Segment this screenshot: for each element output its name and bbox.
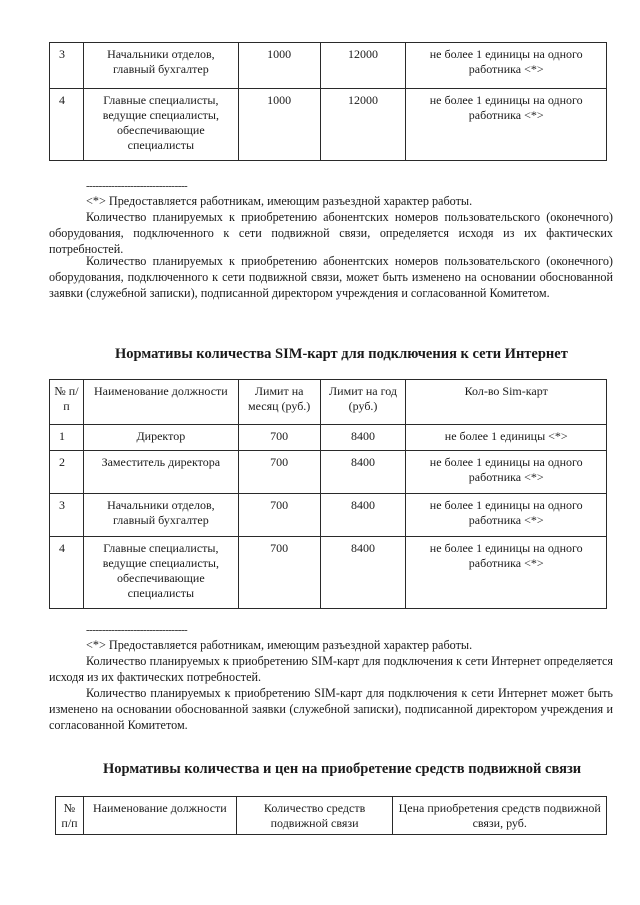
header-num: № п/п (50, 380, 84, 425)
header-position: Наименование должности (83, 797, 236, 835)
position-cell: Главные специалисты, ведущие специалисты, обеспечивающие специалисты (83, 89, 238, 161)
month-limit-cell: 1000 (238, 89, 320, 161)
table-header-row (56, 797, 607, 835)
header-quantity: Кол-во Sim-карт (406, 380, 607, 425)
header-position: Наименование должности (83, 380, 238, 425)
row-number: 4 (50, 89, 84, 161)
year-limit-cell: 8400 (320, 537, 406, 609)
paragraph: Количество планируемых к приобретению SIM-карт для подключения к сети Интернет может быть изменено на основании обоснованной заявки (служебной записки), подписанной директором учреждения и согласованной Комитетом. (49, 686, 613, 732)
position-cell: Директор (83, 425, 238, 451)
position-cell: Начальники отделов, главный бухгалтер (83, 43, 238, 89)
row-number: 2 (50, 451, 84, 494)
section-title: Нормативы количества SIM-карт для подключения к сети Интернет (115, 346, 568, 362)
row-number: 3 (50, 43, 84, 89)
footnote-separator: -------------------------------- (86, 180, 188, 192)
quantity-cell: не более 1 единицы на одного работника <*> (406, 89, 607, 161)
year-limit-cell: 8400 (320, 425, 406, 451)
row-number: 1 (50, 425, 84, 451)
header-price: Цена приобретения средств подвижной связи, руб. (393, 797, 607, 835)
table-header-row (50, 380, 607, 425)
quantity-cell: не более 1 единицы на одного работника <*> (406, 494, 607, 537)
month-limit-cell: 700 (238, 451, 320, 494)
paragraph: Количество планируемых к приобретению абонентских номеров пользовательского (оконечного) оборудования, подключенного к сети подвижной связи, может быть изменено на основании обоснованной заявки (служебной записки), подписанной директором учреждения и согласованной Комитетом. (49, 254, 613, 300)
year-limit-cell: 12000 (320, 89, 406, 161)
row-number: 3 (50, 494, 84, 537)
table-row (50, 537, 607, 609)
footnote: <*> Предоставляется работникам, имеющим разъездной характер работы. (86, 638, 473, 652)
section-title: Нормативы количества и цен на приобретение средств подвижной связи (103, 761, 582, 777)
footnote-separator: -------------------------------- (86, 624, 188, 636)
table-row (50, 451, 607, 494)
header-quantity: Количество средств подвижной связи (236, 797, 393, 835)
year-limit-cell: 12000 (320, 43, 406, 89)
position-cell: Заместитель директора (83, 451, 238, 494)
paragraph: Количество планируемых к приобретению абонентских номеров пользовательского (оконечного) оборудования, подключенного к сети подвижной связи, определяется исходя из их фактических потребностей. (49, 210, 613, 256)
header-year: Лимит на год (руб.) (320, 380, 406, 425)
table-row (50, 43, 607, 89)
quantity-cell: не более 1 единицы <*> (406, 425, 607, 451)
month-limit-cell: 700 (238, 494, 320, 537)
quantity-cell: не более 1 единицы на одного работника <*> (406, 451, 607, 494)
top-table (49, 42, 607, 161)
table-row (50, 425, 607, 451)
month-limit-cell: 700 (238, 425, 320, 451)
header-month: Лимит на месяц (руб.) (238, 380, 320, 425)
year-limit-cell: 8400 (320, 451, 406, 494)
paragraph: Количество планируемых к приобретению SIM-карт для подключения к сети Интернет определяется исходя из их фактических потребностей. (49, 654, 613, 684)
month-limit-cell: 700 (238, 537, 320, 609)
table-row (50, 89, 607, 161)
position-cell: Начальники отделов, главный бухгалтер (83, 494, 238, 537)
year-limit-cell: 8400 (320, 494, 406, 537)
table-row (50, 494, 607, 537)
month-limit-cell: 1000 (238, 43, 320, 89)
mobile-table (55, 796, 607, 835)
header-num: № п/п (56, 797, 84, 835)
quantity-cell: не более 1 единицы на одного работника <*> (406, 43, 607, 89)
position-cell: Главные специалисты, ведущие специалисты, обеспечивающие специалисты (83, 537, 238, 609)
sim-table (49, 379, 607, 609)
footnote: <*> Предоставляется работникам, имеющим разъездной характер работы. (86, 194, 473, 208)
quantity-cell: не более 1 единицы на одного работника <*> (406, 537, 607, 609)
row-number: 4 (50, 537, 84, 609)
